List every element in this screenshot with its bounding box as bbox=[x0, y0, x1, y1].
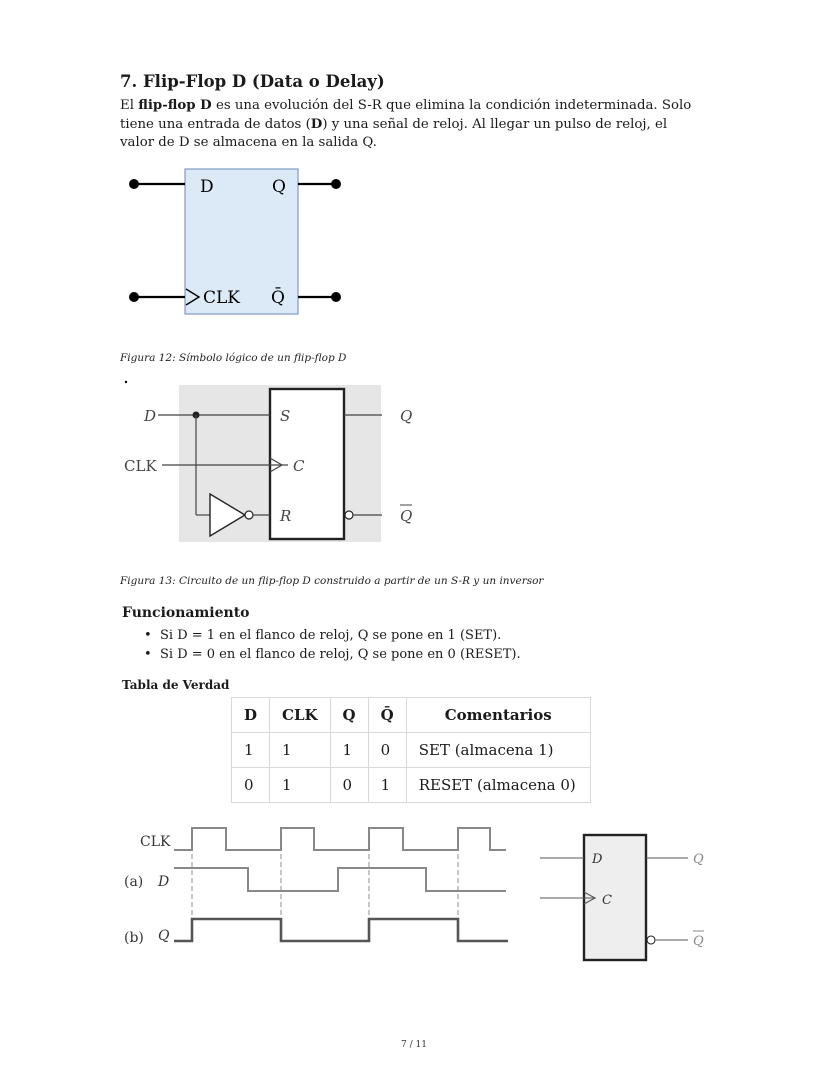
circuit-label-qbar: Q bbox=[400, 507, 413, 525]
clk-input-dot bbox=[129, 292, 139, 302]
list-item: • Si D = 1 en el flanco de reloj, Q se pone en 1 (SET). bbox=[142, 627, 521, 646]
table-header-row bbox=[232, 698, 591, 733]
intro-bold-1: flip-flop D bbox=[138, 98, 212, 113]
intro-bold-2: D bbox=[310, 116, 323, 132]
timing-label-b: (b) bbox=[124, 930, 144, 946]
clk-waveform bbox=[174, 828, 506, 850]
circuit-label-s: S bbox=[280, 407, 291, 425]
timing-qbar-bubble bbox=[647, 936, 655, 944]
intro-text-2: es una evolución del S-R que elimina la condición indeterminada. Solo tiene una entrada de datos ( bbox=[120, 98, 692, 132]
intro-paragraph bbox=[120, 97, 700, 153]
page-number: 7 / 11 bbox=[401, 1040, 427, 1050]
circuit-label-r: R bbox=[280, 507, 292, 525]
timing-label-a: (a) bbox=[124, 874, 144, 890]
q-output-dot bbox=[331, 179, 341, 189]
circuit-label-clk: CLK bbox=[124, 457, 157, 475]
figure-12-caption: Figura 12: Símbolo lógico de un flip-flop D bbox=[120, 352, 347, 364]
table-header-cell: Q bbox=[330, 698, 368, 733]
table-cell: 0 bbox=[232, 768, 270, 803]
dff-label-q: Q bbox=[272, 177, 286, 197]
timing-label-clk: CLK bbox=[140, 834, 171, 850]
circuit-label-c: C bbox=[293, 457, 305, 475]
d-input-dot bbox=[129, 179, 139, 189]
qbar-bubble bbox=[345, 511, 353, 519]
q-waveform bbox=[174, 919, 508, 941]
truth-table bbox=[231, 697, 591, 803]
figure-12-dff-symbol bbox=[120, 160, 360, 330]
timing-box-label-qbar: Q bbox=[693, 934, 704, 949]
timing-diagram bbox=[118, 818, 513, 958]
funcionamiento-title: Funcionamiento bbox=[122, 605, 250, 621]
dff-label-qbar: Q̄ bbox=[271, 288, 285, 308]
table-cell: 1 bbox=[270, 768, 331, 803]
table-row bbox=[232, 733, 591, 768]
timing-dff-block bbox=[538, 830, 716, 965]
table-header-cell: D bbox=[232, 698, 270, 733]
funcionamiento-list bbox=[142, 627, 521, 664]
table-cell: 1 bbox=[232, 733, 270, 768]
timing-box-label-d: D bbox=[592, 852, 603, 867]
dff-label-clk: CLK bbox=[203, 288, 240, 308]
intro-text-1: El bbox=[120, 98, 139, 113]
table-cell: SET (almacena 1) bbox=[406, 733, 590, 768]
table-cell: 1 bbox=[368, 768, 406, 803]
table-cell: 0 bbox=[330, 768, 368, 803]
intro-text-3: ) y una señal de reloj. Al llegar un pulso de reloj, el valor de D se almacena en la salida Q. bbox=[120, 116, 668, 150]
timing-box-label-q: Q bbox=[693, 852, 704, 867]
section-title: 7. Flip-Flop D (Data o Delay) bbox=[120, 72, 385, 91]
timing-label-d: D bbox=[158, 874, 170, 890]
truth-table-title: Tabla de Verdad bbox=[122, 678, 230, 692]
table-cell: RESET (almacena 0) bbox=[406, 768, 590, 803]
d-waveform bbox=[174, 868, 506, 891]
list-item: • Si D = 0 en el flanco de reloj, Q se pone en 0 (RESET). bbox=[142, 646, 521, 665]
circuit-label-d: D bbox=[144, 407, 157, 425]
qbar-output-dot bbox=[331, 292, 341, 302]
table-header-cell: Comentarios bbox=[406, 698, 590, 733]
timing-box-label-c: C bbox=[602, 893, 612, 908]
table-row bbox=[232, 768, 591, 803]
timing-label-q: Q bbox=[158, 928, 170, 944]
figure-13-sr-dff-circuit bbox=[120, 375, 430, 547]
table-header-cell: CLK bbox=[270, 698, 331, 733]
figure-13-caption: Figura 13: Circuito de un flip-flop D construido a partir de un S-R y un inversor bbox=[120, 575, 544, 587]
table-cell: 1 bbox=[330, 733, 368, 768]
stray-dot bbox=[125, 381, 127, 383]
table-cell: 1 bbox=[270, 733, 331, 768]
table-cell: 0 bbox=[368, 733, 406, 768]
inverter-bubble bbox=[245, 511, 253, 519]
circuit-label-q: Q bbox=[400, 407, 413, 425]
table-header-cell: Q̄ bbox=[368, 698, 406, 733]
dff-label-d: D bbox=[200, 177, 214, 197]
